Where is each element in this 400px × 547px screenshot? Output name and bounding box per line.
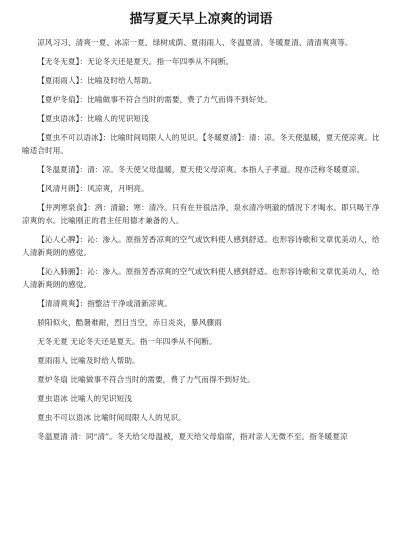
paragraph: 【无冬无夏】：无论冬天还是夏天。指一年四季从不间断。 — [37, 57, 234, 66]
paragraph: 【沁入肺腑】：沁：渗入。原指芳香凉爽的空气或饮料使人感到舒适。也形容诗歌和文章优美动人，给人清新爽朗的感觉。 — [22, 267, 380, 289]
paragraph: 【风清月朗】：风凉爽，月明亮。 — [37, 184, 149, 193]
paragraph: 【清清爽爽】：指整洁干净或清新凉爽。 — [37, 299, 172, 308]
paragraph: 【井冽寒泉食】：洌：清澈；寒：清冷。只有在井很洁净，泉水清冷明澈的情况下才喝水。即只喝干净凉爽的水。比喻刚正的君主任用德才兼备的人。 — [22, 203, 380, 225]
paragraph: 【冬温夏清】：清：凉。冬天使父母温暖，夏天使父母凉爽。本指人子孝道。现亦泛称冬暖夏凉。 — [37, 165, 365, 174]
paragraph: 【夏虫语冰】：比喻人的见识短浅 — [37, 114, 149, 123]
paragraph: 夏虫语冰 比喻人的见识短浅 — [37, 394, 133, 403]
document-title: 描写夏天早上凉爽的词语 — [129, 12, 273, 27]
paragraph: 骄阳似火，酷暑难耐，烈日当空，赤日炎炎，暴风骤雨 — [37, 318, 222, 327]
paragraph: 【沁人心脾】：沁：渗入。原指芳香凉爽的空气或饮料使人感到舒适。也形容诗歌和文章优美动人，给人清新爽朗的感觉。 — [22, 235, 380, 257]
paragraph: 夏雨雨人 比喻及时给人帮助。 — [37, 356, 140, 365]
paragraph: 夏虫不可以语冰 比喻时间局限人人的见识。 — [37, 413, 186, 422]
paragraph: 【夏雨雨人】：比喻及时给人帮助。 — [37, 76, 157, 85]
paragraph: 无冬无夏 无论冬天还是夏天。指一年四季从不间断。 — [37, 337, 217, 346]
paragraph: 夏炉冬扇 比喻做事不符合当时的需要，费了力气而得不到好处。 — [37, 375, 256, 384]
paragraph: 【夏虫不可以语冰】：比喻时间局限人人的见识。【冬暖夏清】：清：凉。冬天使温暖，夏天使凉爽。比喻适合时用。 — [22, 133, 380, 155]
paragraph: 凉风习习、清爽一夏、冰凉一夏、绿树成荫、夏雨雨人、冬温夏清、冬暖夏清、清清爽爽等。 — [37, 38, 353, 47]
paragraph: 冬温夏清 清：同“清”。冬天给父母温被，夏天给父母扇席，指对亲人无微不至。指冬暖夏凉 — [37, 432, 348, 441]
paragraph: 【夏炉冬扇】：比喻做事不符合当时的需要，费了力气而得不到好处。 — [37, 95, 272, 104]
